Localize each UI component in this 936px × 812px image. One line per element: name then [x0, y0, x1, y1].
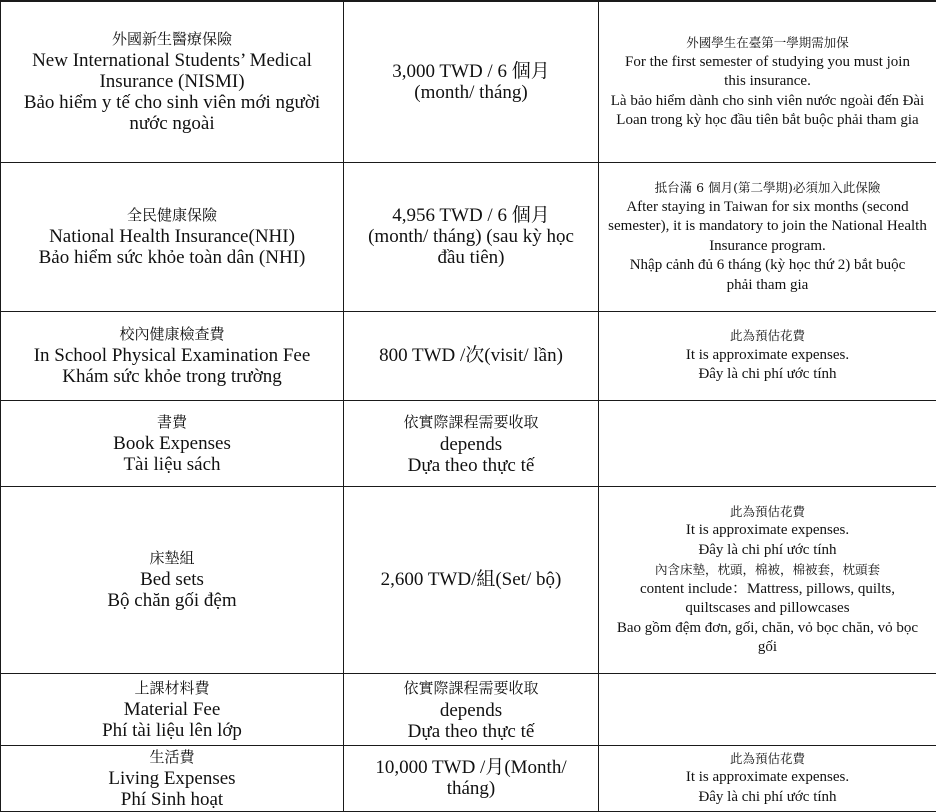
- table-row: [1, 745, 936, 811]
- cost-value: 10,000 TWD /月(Month/ tháng): [348, 757, 594, 799]
- item-name-zh: 床墊組: [5, 548, 339, 569]
- note-zh: 此為預估花費: [603, 502, 932, 522]
- cost-cell: [344, 311, 599, 400]
- item-name-en: Living Expenses: [5, 768, 339, 789]
- item-name-vi: Tài liệu sách: [5, 454, 339, 475]
- note-vi: Là bảo hiểm dành cho sinh viên nước ngoài đến Đài Loan trong kỳ học đầu tiên bắt buộc phải tham gia: [603, 92, 932, 131]
- item-name-zh: 生活費: [5, 747, 339, 768]
- item-cell: [1, 486, 344, 673]
- item-name-zh: 校內健康檢查費: [5, 324, 339, 345]
- cost-value: 3,000 TWD / 6 個月: [348, 61, 594, 82]
- item-name-zh: 上課材料費: [5, 678, 339, 699]
- item-name-en: Book Expenses: [5, 433, 339, 454]
- cost-note-vi: Dựa theo thực tế: [348, 721, 594, 742]
- item-name-en: National Health Insurance(NHI): [5, 226, 339, 247]
- note-vi: Đây là chi phí ước tính: [603, 365, 932, 385]
- note-cell-empty: [599, 673, 936, 745]
- note-vi: Đây là chi phí ước tính: [603, 541, 932, 561]
- cost-cell: [344, 1, 599, 162]
- table-row: [1, 400, 936, 486]
- note-en: For the first semester of studying you must join this insurance.: [603, 53, 932, 92]
- note-contents-zh: 內含床墊，枕頭，棉被，棉被套，枕頭套: [603, 560, 932, 580]
- note-vi: Nhập cảnh đủ 6 tháng (kỳ học thứ 2) bắt buộc phải tham gia: [603, 256, 932, 295]
- cost-cell: [344, 400, 599, 486]
- note-cell: [599, 162, 936, 311]
- item-name-zh: 全民健康保險: [5, 205, 339, 226]
- cost-note-vi: Dựa theo thực tế: [348, 455, 594, 476]
- item-cell: [1, 162, 344, 311]
- note-vi: Đây là chi phí ước tính: [603, 788, 932, 808]
- table-row: [1, 673, 936, 745]
- note-cell: [599, 1, 936, 162]
- item-name-en: In School Physical Examination Fee: [5, 345, 339, 366]
- item-name-en: Bed sets: [5, 569, 339, 590]
- note-en: After staying in Taiwan for six months (second semester), it is mandatory to join the National Health Insurance program.: [603, 198, 932, 257]
- note-en: It is approximate expenses.: [603, 521, 932, 541]
- cost-value: depends: [348, 700, 594, 721]
- cost-cell: [344, 673, 599, 745]
- note-cell: [599, 486, 936, 673]
- item-name-vi: Phí Sinh hoạt: [5, 789, 339, 810]
- table-row: [1, 162, 936, 311]
- cost-unit: (month/ tháng) (sau kỳ học đầu tiên): [348, 226, 594, 268]
- item-name-vi: Khám sức khỏe trong trường: [5, 366, 339, 387]
- cost-value: 4,956 TWD / 6 個月: [348, 205, 594, 226]
- item-name-zh: 外國新生醫療保險: [5, 29, 339, 50]
- item-cell: [1, 673, 344, 745]
- cost-cell: [344, 486, 599, 673]
- cost-unit: (month/ tháng): [348, 82, 594, 103]
- cost-note-zh: 依實際課程需要收取: [348, 677, 594, 700]
- note-zh: 此為預估花費: [603, 326, 932, 346]
- item-name-en: New International Students’ Medical Insurance (NISMI): [5, 50, 339, 92]
- note-en: It is approximate expenses.: [603, 346, 932, 366]
- note-zh: 抵台滿 6 個月(第二學期)必須加入此保險: [603, 178, 932, 198]
- note-cell: [599, 745, 936, 811]
- note-contents-en: content include：Mattress, pillows, quilts, quiltscases and pillowcases: [603, 580, 932, 619]
- note-en: It is approximate expenses.: [603, 768, 932, 788]
- item-cell: [1, 745, 344, 811]
- item-name-vi: Phí tài liệu lên lớp: [5, 720, 339, 741]
- note-zh: 外國學生在臺第一學期需加保: [603, 33, 932, 53]
- item-name-en: Material Fee: [5, 699, 339, 720]
- cost-note-zh: 依實際課程需要收取: [348, 411, 594, 434]
- item-cell: [1, 1, 344, 162]
- item-name-vi: Bảo hiểm y tế cho sinh viên mới người nước ngoài: [5, 92, 339, 134]
- cost-cell: [344, 745, 599, 811]
- item-cell: [1, 400, 344, 486]
- table-row: [1, 1, 936, 162]
- table-row: [1, 311, 936, 400]
- cost-cell: [344, 162, 599, 311]
- item-name-zh: 書費: [5, 412, 339, 433]
- cost-value: depends: [348, 434, 594, 455]
- note-cell-empty: [599, 400, 936, 486]
- item-name-vi: Bảo hiểm sức khỏe toàn dân (NHI): [5, 247, 339, 268]
- note-contents-vi: Bao gồm đệm đơn, gối, chăn, vỏ bọc chăn, vỏ bọc gối: [603, 619, 932, 658]
- note-zh: 此為預估花費: [603, 749, 932, 769]
- cost-value: 2,600 TWD/組(Set/ bộ): [348, 569, 594, 590]
- item-name-vi: Bộ chăn gối đệm: [5, 590, 339, 611]
- table-row: [1, 486, 936, 673]
- item-cell: [1, 311, 344, 400]
- note-cell: [599, 311, 936, 400]
- cost-value: 800 TWD /次(visit/ lần): [348, 345, 594, 366]
